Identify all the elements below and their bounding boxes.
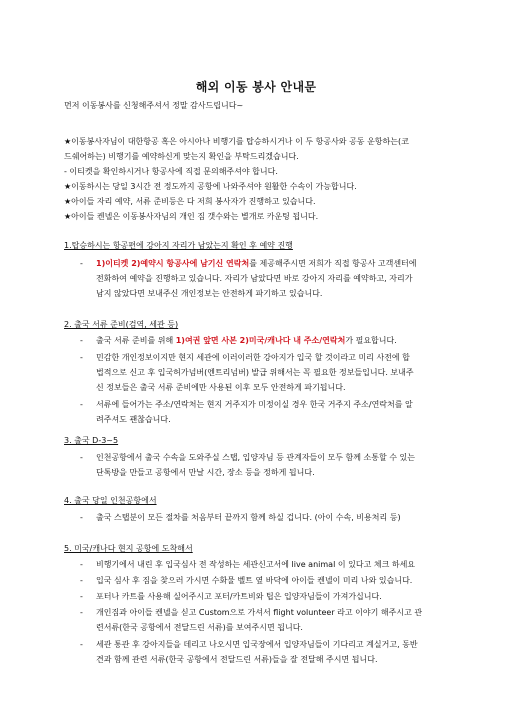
note-line: 드쉐어하는) 비행기를 예약하신게 맞는지 확인을 부탁드리겠습니다. [64,152,299,161]
bullet-dash: - [80,608,83,617]
highlight-text: 1)이티켓 2)예약시 항공사에 남기신 연락처 [96,259,250,268]
note-line: ★이동하시는 당일 3시간 전 정도까지 공항에 나와주셔야 원활한 수속이 가능합니다. [64,182,357,191]
bullet-dash: - [80,400,83,409]
bullet-item [80,333,452,348]
highlight-text: 1)여권 앞면 사본 2)미국/캐나다 내 주소/연락처 [175,336,346,345]
bullet-text-line: 법적으로 신고 후 입국허가넘버(엔트리넘버) 발급 위해서는 꼭 필요한 정보들입니다. 보내주 [96,368,414,377]
bullet-dash: - [80,353,83,362]
greeting-text: 먼저 이동봉사를 신청해주셔서 정말 감사드립니다~ [64,101,244,110]
bullet-text-line: 남지 않았다면 보내주신 개인정보는 안전하게 파기하고 있습니다. [96,289,323,298]
bullet-text-rest: 를 제공해주시면 저희가 직접 항공사 고객센터에 [249,259,417,268]
bullet-text [96,256,452,271]
bullet-text-line: 단톡방을 만들고 공항에서 만날 시간, 장소 등을 정하게 됩니다. [96,468,315,477]
bullet-dash: - [80,513,83,522]
bullet-text-line: 련서류(한국 공항에서 전달드린 서류)를 보여주시면 됩니다. [96,623,303,632]
bullet-dash: - [80,640,83,649]
bullet-text-line: 개인짐과 아이들 켄넬을 싣고 Custom으로 가셔서 flight volunteer 라고 이야기 해주시고 관 [96,608,423,617]
note-line: ★아이들 자리 예약, 서류 준비등은 다 저희 봉사자가 진행하고 있습니다. [64,197,316,206]
bullet-dash: - [80,453,83,462]
bullet-dash: - [80,259,83,268]
bullet-item [80,510,452,525]
bullet-item [80,397,452,427]
bullet-item [80,256,452,301]
bullet-text-line: 려주셔도 괜찮습니다. [96,415,171,424]
section-heading: 1.탑승하시는 항공편에 강아지 자리가 남았는지 확인 후 예약 진행 [64,241,293,250]
bullet-text-line: 민감한 개인정보이지만 현지 세관에 이러이러한 강아지가 입국 할 것이라고 미리 사전에 합 [96,353,410,362]
bullet-item [80,350,452,395]
document-title: 해외 이동 봉사 안내문 [195,80,317,94]
bullet-dash: - [80,560,83,569]
bullet-text-pre: 출국 서류 준비를 위해 [96,336,176,345]
bullet-item [80,573,452,588]
note-line: - 이티켓을 확인하시거나 항공사에 직접 문의해주셔야 합니다. [64,167,278,176]
bullet-text-line: 신 정보들은 출국 서류 준비에만 사용된 이후 모두 안전하게 파기됩니다. [96,383,346,392]
bullet-item [80,450,452,480]
section-heading: 3. 출국 D-3~5 [64,436,119,445]
bullet-text-post: 가 필요합니다. [345,336,397,345]
bullet-dash: - [80,592,83,601]
bullet-text-line: 서류에 들어가는 주소/연락처는 현지 거주지가 미정이실 경우 한국 거주지 주소/연락처를 알 [96,400,413,409]
bullet-item [80,589,452,604]
bullet-text [96,333,452,348]
bullet-text-line: 포터나 카트를 사용해 실어주시고 포터/카트비와 팁은 입양자님들이 가져가십니다. [96,592,382,601]
bullet-text-line: 세관 통관 후 강아지들을 데리고 나오시면 입국장에서 입양자님들이 기다리고 계실거고, 동반 [96,640,418,649]
bullet-item [80,557,452,572]
bullet-text-line: 견과 함께 관련 서류(한국 공항에서 전달드린 서류)들을 잘 전달해 주시면 됩니다. [96,655,378,664]
bullet-text-line: 비행기에서 내린 후 입국심사 전 작성하는 세관신고서에 live animal 이 있다고 체크 하세요 [96,560,416,569]
section-heading: 4. 출국 당일 인천공항에서 [64,496,157,505]
bullet-text-line: 출국 스탭분이 모든 절차를 처음부터 끝까지 함께 하실 겁니다. (아이 수속, 비용처리 등) [96,513,401,522]
section-heading: 2. 출국 서류 준비(검역, 세관 등) [64,320,179,329]
section-heading: 5. 미국/캐나다 현지 공항에 도착해서 [64,544,193,553]
note-line: ★아이들 켄넬은 이동봉사자님의 개인 짐 갯수와는 별개로 카운팅 됩니다. [64,212,319,221]
bullet-dash: - [80,576,83,585]
bullet-text-line: 전화하여 예약을 진행하고 있습니다. 자리가 남았다면 바로 강아지 자리를 예약하고, 자리가 [96,274,413,283]
note-line: ★이동봉사자님이 대한항공 혹은 아시아나 비행기를 탑승하시거나 이 두 항공사와 공동 운항하는(코 [64,137,409,146]
bullet-dash: - [80,336,83,345]
bullet-item [80,637,452,667]
bullet-item [80,605,452,635]
bullet-text-line: 인천공항에서 출국 수속을 도와주실 스탭, 입양자님 등 관계자들이 모두 함께 소통할 수 있는 [96,453,415,462]
bullet-text-line: 입국 심사 후 짐을 찾으러 가시면 수화물 벨트 옆 바닥에 아이들 켄넬이 미리 나와 있습니다. [96,576,413,585]
